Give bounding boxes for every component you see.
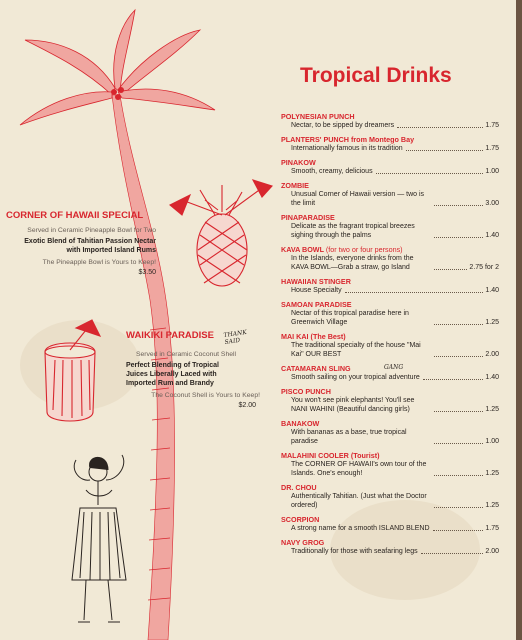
dotted-leader [423, 379, 484, 380]
drink-name-text: SAMOAN PARADISE [281, 300, 352, 309]
dotted-leader [376, 173, 484, 174]
drink-name [281, 277, 499, 286]
special-price: $3.50 [138, 269, 156, 276]
drink-item [281, 451, 499, 478]
drink-item [281, 112, 499, 130]
drink-name-text: PINAPARADISE [281, 213, 335, 222]
dotted-leader [434, 411, 483, 412]
drink-name-text: PLANTERS' PUNCH from Montego Bay [281, 135, 415, 144]
drink-name [281, 538, 499, 547]
drink-description: With bananas as a base, true tropical paradise [291, 429, 407, 445]
drink-item [281, 300, 499, 327]
drink-name-text: NAVY GROG [281, 538, 325, 547]
drink-price: 3.00 [485, 200, 499, 207]
drink-description: Authentically Tahitian. (Just what the Doctor ordered) [291, 493, 427, 509]
hula-dancer-illustration [72, 455, 126, 622]
drink-name-text: ZOMBIE [281, 181, 309, 190]
dotted-leader [434, 475, 483, 476]
dotted-leader [434, 205, 483, 206]
drink-item [281, 245, 499, 272]
drink-name [281, 515, 499, 524]
drink-item [281, 483, 499, 510]
drink-price: 2.00 [485, 351, 499, 358]
special-note: The Pineapple Bowl is Yours to Keep! [42, 259, 156, 266]
drink-description: Traditionally for those with seafaring legs [291, 548, 418, 555]
special-title: CORNER OF HAWAII SPECIAL [6, 210, 144, 221]
drink-name [281, 300, 499, 309]
drink-price: 1.75 [485, 525, 499, 532]
drink-name-note: (for two or four persons) [325, 245, 403, 254]
pineapple-bowl-illustration [170, 180, 272, 286]
dotted-leader [406, 150, 484, 151]
drink-price: 1.40 [485, 374, 499, 381]
drink-name [281, 213, 499, 222]
drink-description: Internationally famous in its tradition [291, 145, 403, 152]
drink-name [281, 245, 499, 254]
drink-description: A strong name for a smooth ISLAND BLEND [291, 525, 430, 532]
special-note: The Coconut Shell is Yours to Keep! [151, 392, 260, 399]
drink-price: 1.40 [485, 287, 499, 294]
menu-title: Tropical Drinks [300, 64, 452, 87]
drink-price: 1.25 [485, 502, 499, 509]
drink-item [281, 387, 499, 414]
handwritten-note: THANK SAID [223, 328, 248, 347]
dotted-leader [434, 443, 483, 444]
drink-name [281, 112, 499, 121]
drink-description: Unusual Corner of Hawaii version — two is the limit [291, 191, 425, 207]
drink-item [281, 538, 499, 556]
special-title: WAIKIKI PARADISE [126, 330, 214, 341]
dotted-leader [345, 292, 484, 293]
drink-description: Delicate as the fragrant tropical breezes sighing through the palms [291, 223, 415, 239]
dotted-leader [434, 324, 483, 325]
drink-name-text: KAVA BOWL [281, 245, 324, 254]
drink-item [281, 181, 499, 208]
special-subtitle: Served in Ceramic Coconut Shell [135, 351, 237, 358]
drink-description: Nectar of this tropical paradise here in Greenwich Village [291, 310, 409, 326]
drink-item [281, 515, 499, 533]
special-price: $2.00 [238, 402, 256, 409]
drink-name [281, 387, 499, 396]
drink-item [281, 332, 499, 359]
dotted-leader [397, 127, 483, 128]
special-corner-of-hawaii [6, 210, 156, 276]
handwritten-note: GANG [384, 364, 404, 371]
drink-name [281, 364, 499, 373]
drink-name [281, 332, 499, 341]
drink-name-text: SCORPION [281, 515, 320, 524]
drink-name-text: HAWAIIAN STINGER [281, 277, 351, 286]
drink-description: In the Islands, everyone drinks from the KAVA BOWL—Grab a straw, go Island [291, 255, 414, 271]
drink-name [281, 451, 499, 460]
drink-name-text: MAI KAI (The Best) [281, 332, 346, 341]
drink-item [281, 213, 499, 240]
drink-name [281, 135, 499, 144]
drink-name [281, 419, 499, 428]
drink-name-text: MALAHINI COOLER (Tourist) [281, 451, 380, 460]
drink-name-text: POLYNESIAN PUNCH [281, 112, 355, 121]
drink-price: 1.25 [485, 470, 499, 477]
drink-description: Smooth sailing on your tropical adventure [291, 374, 420, 381]
drink-name-text: BANAKOW [281, 419, 320, 428]
dotted-leader [433, 530, 484, 531]
drink-price: 1.75 [485, 122, 499, 129]
drink-price: 1.75 [485, 145, 499, 152]
drink-price: 1.40 [485, 232, 499, 239]
drink-description: The CORNER OF HAWAII's own tour of the Islands. One's enough! [291, 461, 427, 477]
drink-price: 1.00 [485, 168, 499, 175]
drink-name-text: DR. CHOU [281, 483, 317, 492]
drink-item [281, 364, 499, 382]
dotted-leader [434, 507, 483, 508]
drink-description: You won't see pink elephants! You'll see NANI WAHINI (Beautiful dancing girls) [291, 397, 415, 413]
special-description: Perfect Blending of Tropical Juices Liberally Laced with Imported Rum and Brandy [126, 362, 219, 387]
drink-price: 1.25 [485, 406, 499, 413]
dotted-leader [421, 553, 484, 554]
drink-item [281, 277, 499, 295]
drink-description: House Specialty [291, 287, 342, 294]
drink-item [281, 135, 499, 153]
drink-description: Nectar, to be sipped by dreamers [291, 122, 395, 129]
drink-name-text: PISCO PUNCH [281, 387, 331, 396]
dotted-leader [434, 269, 467, 270]
dotted-leader [434, 356, 483, 357]
drink-name [281, 158, 499, 167]
coconut-shell-illustration [45, 320, 100, 421]
special-subtitle: Served in Ceramic Pineapple Bowl for Two [27, 227, 156, 234]
drink-price: 2.00 [485, 548, 499, 555]
drink-price: 1.00 [485, 438, 499, 445]
drinks-list [281, 112, 499, 561]
drink-price: 1.25 [485, 319, 499, 326]
special-description: Exotic Blend of Tahitian Passion Nectar with Imported Island Rums [24, 238, 156, 254]
drink-name [281, 181, 499, 190]
drink-item [281, 419, 499, 446]
drink-name-text: PINAKOW [281, 158, 316, 167]
drink-description: Smooth, creamy, delicious [291, 168, 373, 175]
drink-name [281, 483, 499, 492]
drink-item [281, 158, 499, 176]
drink-price: 2.75 for 2 [469, 264, 499, 271]
dotted-leader [434, 237, 483, 238]
drink-name-text: CATAMARAN SLING [281, 364, 351, 373]
drink-description: The traditional specialty of the house "Mai Kai" OUR BEST [291, 342, 421, 358]
